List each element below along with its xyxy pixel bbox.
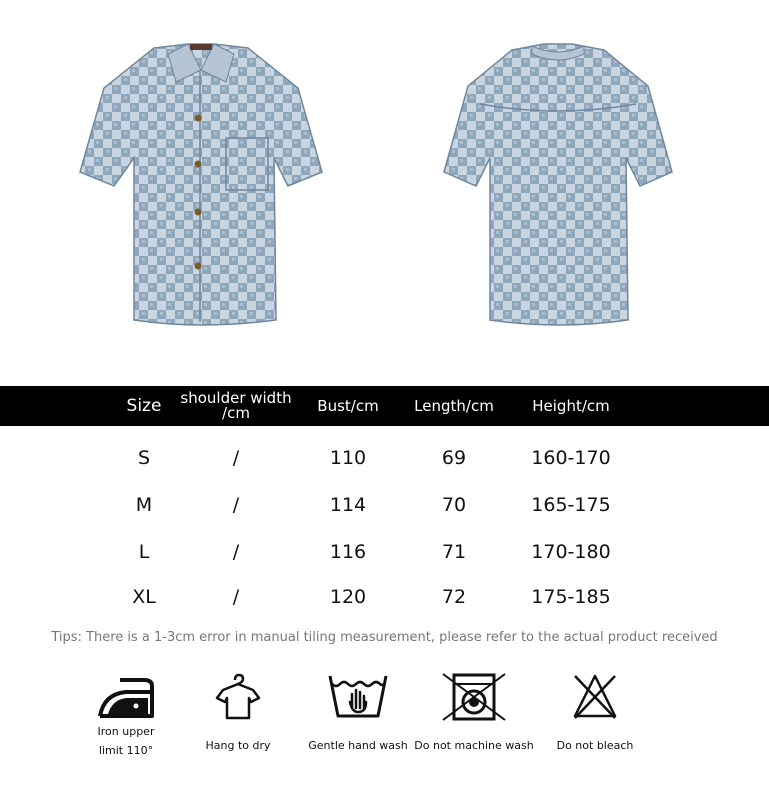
cell-shoulder: / <box>232 586 240 608</box>
cell-bust: 110 <box>329 447 367 469</box>
shirt-back-photo <box>440 40 676 330</box>
care-no-machine-wash <box>414 672 534 755</box>
cell-length: 71 <box>441 541 467 563</box>
care-hang-dry-label: Hang to dry <box>205 739 271 752</box>
no-bleach-icon <box>571 672 619 720</box>
cell-length: 69 <box>441 447 467 469</box>
shirt-front-photo <box>76 40 326 330</box>
care-iron-line1: Iron upper <box>97 725 155 738</box>
table-row <box>0 532 769 572</box>
cell-size: L <box>138 541 150 563</box>
shirt-front-illustration <box>76 40 326 330</box>
cell-size: M <box>135 494 153 516</box>
size-table-header <box>0 386 769 426</box>
cell-shoulder: / <box>232 494 240 516</box>
care-no-machine-wash-label: Do not machine wash <box>414 739 534 752</box>
hang-dry-icon <box>215 672 261 722</box>
header-size: Size <box>126 395 162 416</box>
care-no-bleach <box>535 672 655 755</box>
header-height: Height/cm <box>532 396 610 415</box>
cell-length: 72 <box>441 586 467 608</box>
cell-height: 165-175 <box>531 494 611 516</box>
hand-wash-icon <box>328 672 388 722</box>
table-row <box>0 577 769 617</box>
cell-bust: 120 <box>329 586 367 608</box>
care-hang-dry <box>178 672 298 755</box>
cell-height: 160-170 <box>531 447 611 469</box>
care-no-bleach-label: Do not bleach <box>556 739 634 752</box>
table-row <box>0 438 769 478</box>
iron-icon <box>96 676 156 722</box>
header-shoulder-line2: /cm <box>222 404 250 422</box>
no-machine-wash-icon <box>441 672 507 722</box>
care-hand-wash <box>298 672 418 755</box>
care-iron-line2: limit 110° <box>98 744 154 757</box>
cell-size: XL <box>132 586 156 608</box>
cell-bust: 114 <box>329 494 367 516</box>
cell-size: S <box>137 447 151 469</box>
cell-shoulder: / <box>232 541 240 563</box>
cell-height: 175-185 <box>531 586 611 608</box>
care-iron <box>66 676 186 760</box>
cell-length: 70 <box>441 494 467 516</box>
cell-height: 170-180 <box>531 541 611 563</box>
care-hand-wash-label: Gentle hand wash <box>308 739 408 752</box>
cell-bust: 116 <box>329 541 367 563</box>
header-length: Length/cm <box>414 396 494 415</box>
header-shoulder-width <box>176 386 296 426</box>
header-bust: Bust/cm <box>317 396 379 415</box>
cell-shoulder: / <box>232 447 240 469</box>
table-row <box>0 485 769 525</box>
header-shoulder-line1: shoulder width <box>180 389 292 407</box>
shirt-back-illustration <box>440 40 676 330</box>
measurement-tips: Tips: There is a 1-3cm error in manual tiling measurement, please refer to the actual product received <box>51 630 718 645</box>
